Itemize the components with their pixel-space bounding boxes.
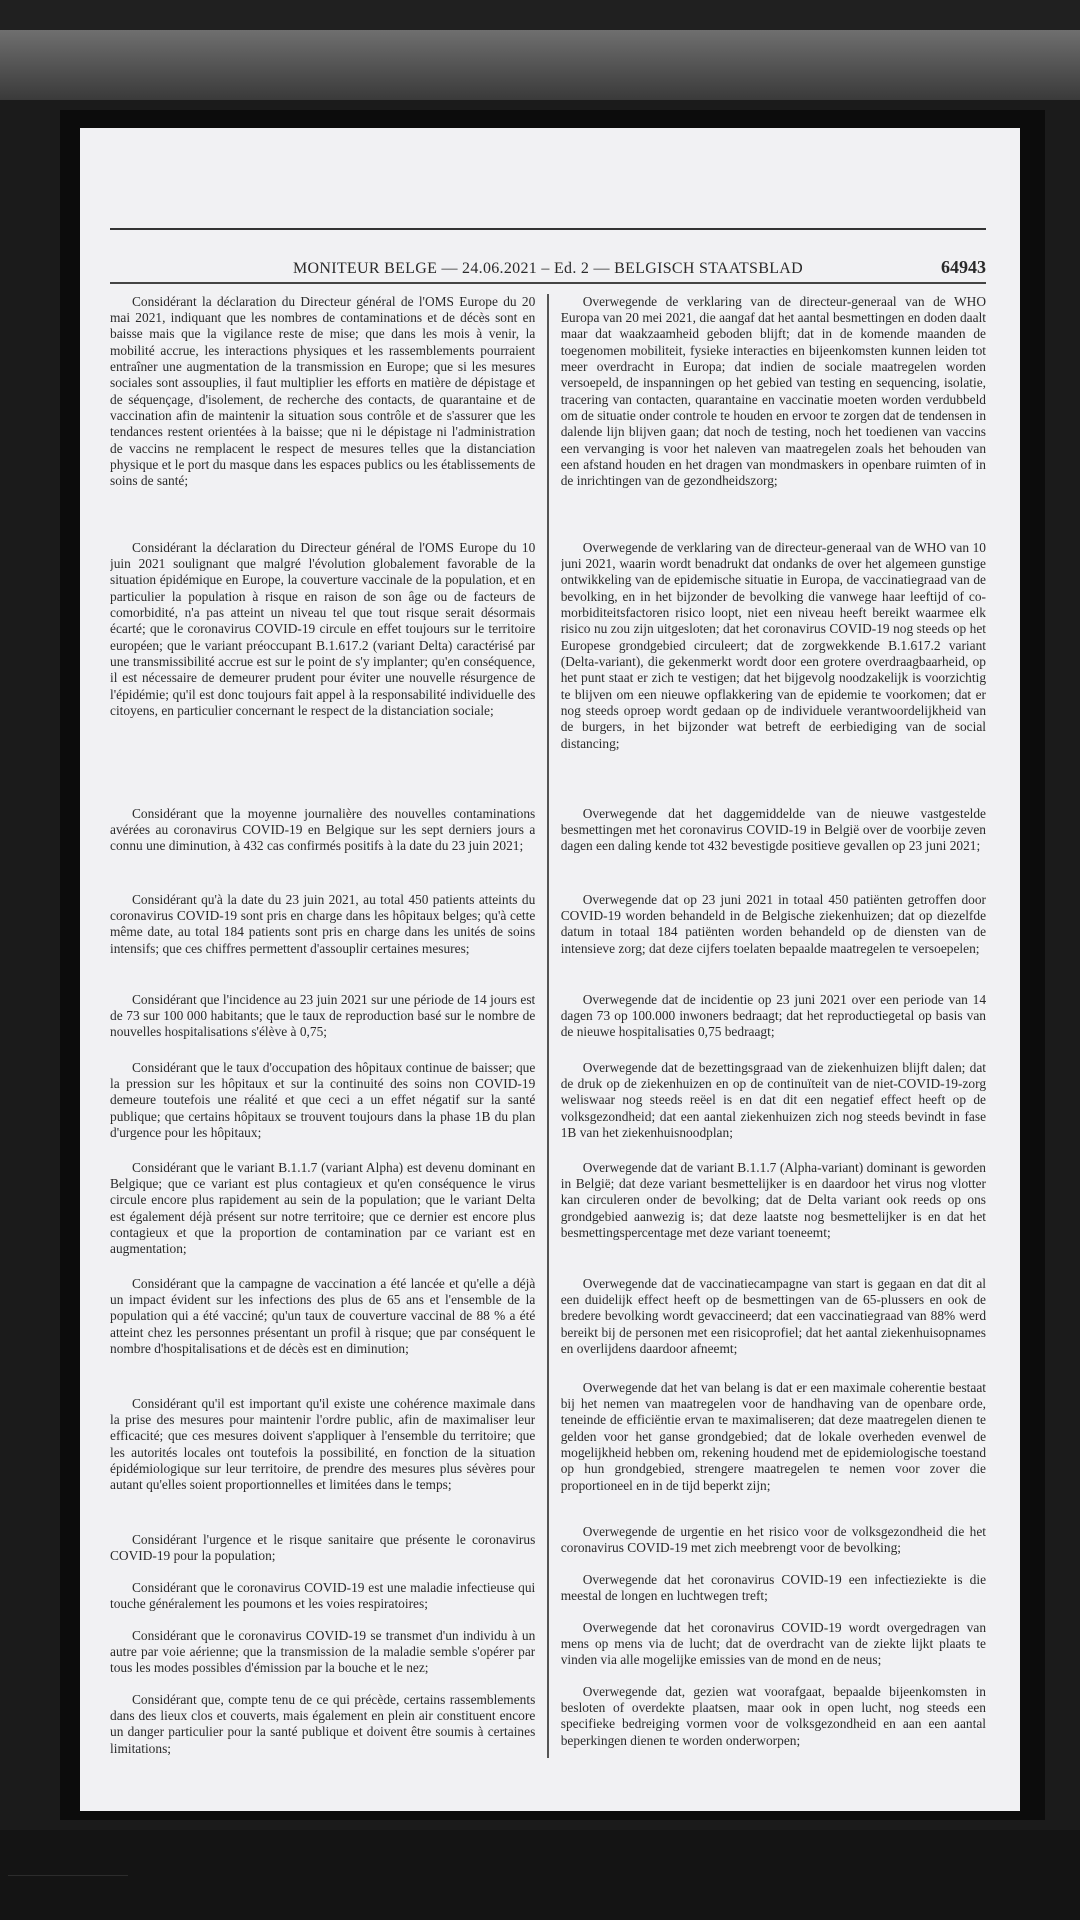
floor xyxy=(0,1830,1080,1920)
paragraph: Considérant que le taux d'occupation des hôpitaux continue de baisser; que la pression sur les hôpitaux et sur la continuité des soins non COVID-19 demeure toutefois une réalité et que ceci a un effet négatif sur la santé publique; que certains hôpitaux se trouvent toujours dans la phase 1B du plan d'urgence pour les hôpitaux; xyxy=(110,1059,536,1140)
floor-mark xyxy=(8,1875,128,1906)
paragraph: Overwegende de urgentie en het risico voor de volksgezondheid die het coronavirus COVID-19 met zich meebrengt voor de bevolking; xyxy=(560,1523,987,1555)
paragraph: Considérant que la moyenne journalière des nouvelles contaminations avérées au coronavirus COVID-19 en Belgique sur les sept derniers jours a connu une diminution, à 432 cas confirmés positifs à la date du 23 juin 2021; xyxy=(110,805,536,854)
paragraph: Overwegende dat het van belang is dat er een maximale coherentie bestaat bij het nemen van maatregelen voor de handhaving van de openbare orde, teneinde de efficiëntie ervan te maximaliseren; dat deze maatregelen dienen te gelden voor het ganse grondgebied; dat de lokale overheden evenwel de mogelijkheid hebben om, rekening houdend met de epidemiologische toestand op hun grondgebied, strengere maatregelen te nemen voor zover die proportioneel en in de tijd beperkt zijn; xyxy=(560,1379,987,1493)
paragraph: Considérant que, compte tenu de ce qui précède, certains rassemblements dans des lieux clos et couverts, mais également en plein air constituent encore un danger particulier pour la santé publique et doivent être soumis à certaines limitations; xyxy=(110,1691,536,1756)
paragraph: Overwegende dat op 23 juni 2021 in totaal 450 patiënten getroffen door COVID-19 worden behandeld in de Belgische ziekenhuizen; dat op diezelfde datum in totaal 184 patiënten worden behandeld op de diensten van de intensieve zorg; dat deze cijfers toelaten bepaalde maatregelen te versoepelen; xyxy=(560,891,987,956)
paragraph: Overwegende dat, gezien wat voorafgaat, bepaalde bijeenkomsten in besloten of overdekte plaatsen, maar ook in open lucht, nog steeds een specifieke bedreiging vormen voor de volksgezondheid en aan een aantal beperkingen dienen te worden onderworpen; xyxy=(560,1683,987,1748)
dutch-column xyxy=(549,294,986,1758)
page-number: 64943 xyxy=(941,257,986,277)
paragraph: Considérant la déclaration du Directeur général de l'OMS Europe du 10 juin 2021 soulignant que malgré l'évolution globalement favorable de la situation épidémique en Europe, la couverture vaccinale de la population, et en particulier la population à risque en raison de son âge ou de facteurs de comorbidité, n'a pas atteint un niveau tel que tout risque serait désormais écarté; que le coronavirus COVID-19 circule en effet toujours sur le territoire européen; que le variant préoccupant B.1.617.2 (variant Delta) caractérisé par une transmissibilité accrue est sur le point de s'y implanter; qu'en conséquence, il est nécessaire de demeurer prudent pour éviter une nouvelle résurgence de l'épidémie; qu'il est donc toujours fait appel à la responsabilité individuelle des citoyens, en particulier concernant le respect de la distanciation sociale; xyxy=(110,539,536,718)
paragraph: Considérant que le coronavirus COVID-19 est une maladie infectieuse qui touche généralement les poumons et les voies respiratoires; xyxy=(110,1579,536,1611)
page-header xyxy=(110,244,986,278)
header-rule-top xyxy=(110,228,986,230)
paragraph: Considérant que le variant B.1.1.7 (variant Alpha) est devenu dominant en Belgique; que ce variant est plus contagieux et qu'en conséquence le virus circule encore plus rapidement au sein de la population; que le variant Delta est également déjà présent sur notre territoire; que ce dernier est encore plus contagieux et que la proportion de contamination par ce variant est en augmentation; xyxy=(110,1159,536,1257)
paragraph: Overwegende de verklaring van de directeur-generaal van de WHO Europa van 20 mei 2021, die aangaf dat het aantal besmettingen en doden daalt maar dat waakzaamheid geboden blijft; dat in de komende maanden de toegenomen mobiliteit, fysieke interacties en bijeenkomsten kunnen leiden tot meer overdracht in Europa; dat indien de sociale maatregelen worden versoepeld, de inspanningen op het gebied van testing en sequencing, isolatie, tracering van contacten, quarantaine en vaccinatie moeten worden verdubbeld om de situatie onder controle te houden en ervoor te zorgen dat de tendensen in dalende lijn blijven gaan; dat noch de testing, noch het toedienen van vaccins een vervanging is voor het naleven van maatregelen zoals het behouden van een afstand houden en het dragen van mondmaskers in openbare ruimten of in de inrichtingen van de gezondheidszorg; xyxy=(560,293,987,489)
gazette-page xyxy=(80,128,1020,1811)
paragraph: Considérant que l'incidence au 23 juin 2021 sur une période de 14 jours est de 73 sur 100 000 habitants; que le taux de reproduction basé sur le nombre de nouvelles hospitalisations s'élève à 0,75; xyxy=(110,991,536,1040)
paragraph: Overwegende dat de vaccinatiecampagne van start is gegaan en dat dit al een duidelijk effect heeft op de besmettingen van de 65-plussers en ook de bredere bevolking wordt gevaccineerd; dat een vaccinatiegraad van 88% werd bereikt bij de personen met een risicoprofiel; dat het aantal ziekenhuisopnames en overlijdens daardoor afneemt; xyxy=(560,1275,987,1356)
paragraph: Considérant l'urgence et le risque sanitaire que présente le coronavirus COVID-19 pour la population; xyxy=(110,1531,536,1563)
paragraph: Considérant qu'il est important qu'il existe une cohérence maximale dans la prise des mesures pour maintenir l'ordre public, afin de maximaliser leur efficacité; que ces mesures doivent s'appliquer à l'ensemble du territoire; que les autorités locales ont toutefois la possibilité, en fonction de la situation épidémiologique sur leur territoire, de prendre des mesures plus sévères pour autant qu'elles soient proportionnelles et limitées dans le temps; xyxy=(110,1395,536,1493)
paragraph: Overwegende dat de incidentie op 23 juni 2021 over een periode van 14 dagen 73 op 100.000 inwoners bedraagt; dat het reproductiegetal op basis van de nieuwe hospitalisaties 0,75 bedraagt; xyxy=(560,991,987,1040)
paragraph: Overwegende dat het coronavirus COVID-19 wordt overgedragen van mens op mens via de lucht; dat de overdracht van de ziekte lijkt plaats te vinden via alle mogelijke emissies van de mond en de neus; xyxy=(560,1619,987,1668)
two-column-body xyxy=(110,294,986,1758)
paragraph: Overwegende dat de bezettingsgraad van de ziekenhuizen blijft dalen; dat de druk op de ziekenhuizen en op de continuïteit van de niet-COVID-19-zorg weliswaar nog steeds reëel is en dat dit een negatief effect heeft op de volksgezondheid; dat een aantal ziekenhuizen zich nog steeds bevindt in fase 1B van het ziekenhuisnoodplan; xyxy=(560,1059,987,1140)
paragraph: Considérant que le coronavirus COVID-19 se transmet d'un individu à un autre par voie aérienne; que la transmission de la maladie semble s'opérer par tous les modes possibles d'émission par la bouche et le nez; xyxy=(110,1627,536,1676)
paragraph: Overwegende de verklaring van de directeur-generaal van de WHO van 10 juni 2021, waarin wordt benadrukt dat ondanks de over het algemeen gunstige ontwikkeling van de epidemische situatie in Europa, de vaccinatiegraad van de bevolking, en in het bijzonder de bevolking die vanwege haar leeftijd of co-morbiditeitsfactoren risico loopt, niet een niveau heeft bereikt waarmee elk risico nu zou zijn uitgesloten; dat het coronavirus COVID-19 nog steeds op het Europese grondgebied circuleert; dat de zorgwekkende B.1.617.2 variant (Delta-variant), die gekenmerkt wordt door een grotere overdraagbaarheid, op het punt staat er zich te vestigen; dat het bijgevolg noodzakelijk is voorzichtig te blijven om een nieuwe opflakkering van de epidemie te voorkomen; dat er nog steeds oproep wordt gedaan op de individuele verantwoordelijkheid van de burgers, in het bijzonder wat betreft de eerbiediging van de social distancing; xyxy=(560,539,987,751)
paragraph: Overwegende dat de variant B.1.1.7 (Alpha-variant) dominant is geworden in België; dat deze variant besmettelijker is en daardoor het virus nog vlotter kan circuleren onder de bevolking; dat de Delta variant ook reeds op ons grondgebied aanwezig is; dat deze laatste nog besmettelijker is en dat het besmettingspercentage met deze variant toeneemt; xyxy=(560,1159,987,1240)
paragraph: Considérant la déclaration du Directeur général de l'OMS Europe du 20 mai 2021, indiquant que les nombres de contaminations et de décès sont en baisse mais que la vigilance reste de mise; que dans les mois à venir, la mobilité accrue, les interactions physiques et les rassemblements pourraient entraîner une augmentation de la transmission en Europe; que si les mesures sociales sont assouplies, il faut multiplier les efforts en matière de dépistage et de séquençage, d'isolement, de recherche des contacts, de quarantaine et de vaccination afin de maintenir la situation sous contrôle et de s'assurer que les tendances restent orientées à la baisse; que ni le dépistage ni l'administration de vaccins ne remplacent le respect de mesures telles que la distanciation physique et le port du masque dans les espaces publics ou les établissements de soins de santé; xyxy=(110,293,536,489)
ceiling-light xyxy=(0,30,1080,100)
ceiling xyxy=(0,0,1080,30)
paragraph: Overwegende dat het daggemiddelde van de nieuwe vastgestelde besmettingen met het coronavirus COVID-19 in België over de voorbije zeven dagen een daling kende tot 432 bevestigde positieve gevallen op 23 juni 2021; xyxy=(560,805,987,854)
paragraph: Considérant qu'à la date du 23 juin 2021, au total 450 patients atteints du coronavirus COVID-19 sont pris en charge dans les hôpitaux belges; qu'à cette même date, au total 184 patients sont pris en charge dans les unités de soins intensifs; que ces chiffres permettent d'assouplir certaines mesures; xyxy=(110,891,536,956)
paragraph: Overwegende dat het coronavirus COVID-19 een infectieziekte is die meestal de longen en luchtwegen treft; xyxy=(560,1571,987,1603)
page-title: MONITEUR BELGE — 24.06.2021 – Ed. 2 — BELGISCH STAATSBLAD xyxy=(292,260,804,277)
header-rule-bottom xyxy=(110,282,986,284)
paragraph: Considérant que la campagne de vaccination a été lancée et qu'elle a déjà un impact évident sur les infections des plus de 65 ans et l'ensemble de la population qui a été vacciné; qu'un taux de couverture vaccinal de 88 % a été atteint chez les personnes présentant un profil à risque; que par conséquent le nombre d'hospitalisations et de décès est en diminution; xyxy=(110,1275,536,1356)
french-column xyxy=(110,294,547,1758)
